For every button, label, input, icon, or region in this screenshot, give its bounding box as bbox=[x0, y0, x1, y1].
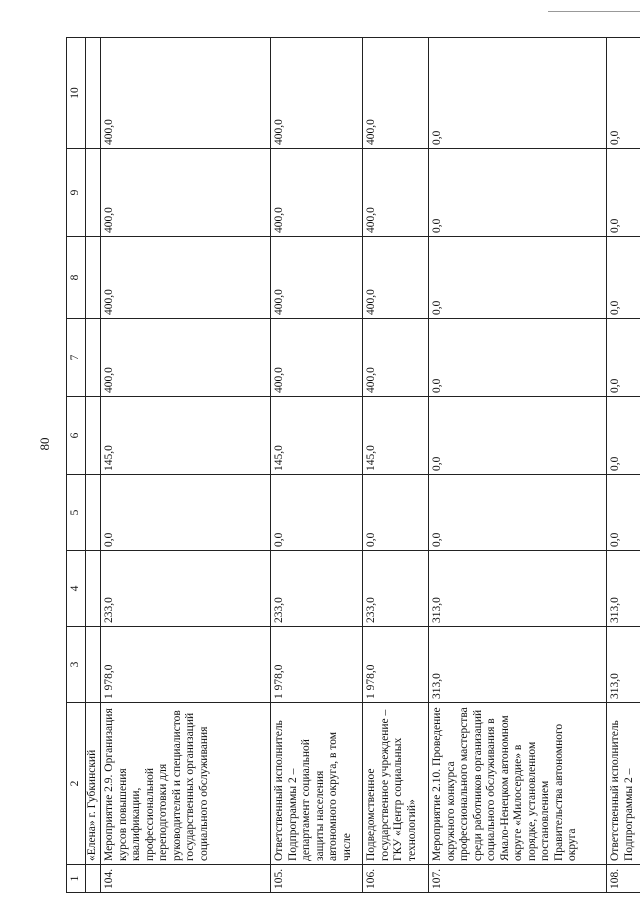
col-header: 6 bbox=[67, 397, 86, 475]
row-number: 108. bbox=[607, 865, 640, 893]
cell-col8: 0,0 bbox=[429, 237, 607, 319]
cell-col7: 0,0 bbox=[607, 319, 640, 397]
cell-col9: 400,0 bbox=[363, 149, 429, 237]
cell-col9: 400,0 bbox=[101, 149, 271, 237]
cell-col6: 0,0 bbox=[429, 397, 607, 475]
cell-col10: 0,0 bbox=[607, 38, 640, 149]
cell-col3: 313,0 bbox=[429, 627, 607, 703]
row-description: Мероприятие 2.10. Проведение окружного конкурса профессионального мастерства среди работников организаций социального обслуживания в Ямало-Ненецком автономном округе «Милосердие» в порядке, установленном постановлением Правительства автономного округа bbox=[429, 703, 607, 865]
cell-col5: 0,0 bbox=[363, 475, 429, 551]
cell-col10: 400,0 bbox=[363, 38, 429, 149]
cell-col8: 0,0 bbox=[607, 237, 640, 319]
cell-col8: 400,0 bbox=[101, 237, 271, 319]
row-number: 107. bbox=[429, 865, 607, 893]
cell-col5: 0,0 bbox=[271, 475, 363, 551]
cell-col7: 400,0 bbox=[363, 319, 429, 397]
banner-text: «Елена» г. Губкинский bbox=[86, 703, 101, 865]
col-header: 5 bbox=[67, 475, 86, 551]
cell-col3: 313,0 bbox=[607, 627, 640, 703]
table-row bbox=[271, 38, 363, 893]
budget-table-sheet bbox=[66, 38, 635, 893]
row-description: Мероприятие 2.9. Организация курсов повышения квалификации, профессиональной переподготовки для руководителей и специалистов государственных организаций социального обслуживания bbox=[101, 703, 271, 865]
cell-col5: 0,0 bbox=[607, 475, 640, 551]
column-header-row bbox=[67, 38, 86, 893]
row-number: 104. bbox=[101, 865, 271, 893]
budget-table bbox=[66, 37, 640, 893]
page-number: 80 bbox=[37, 437, 52, 451]
col-header: 1 bbox=[67, 865, 86, 893]
col-header: 3 bbox=[67, 627, 86, 703]
cell-col6: 145,0 bbox=[271, 397, 363, 475]
row-description: Ответственный исполнитель Подпрограммы 2 – департамент социальной защиты населения автономного округа, в том числе bbox=[271, 703, 363, 865]
cell-col7: 0,0 bbox=[429, 319, 607, 397]
cell-col6: 145,0 bbox=[101, 397, 271, 475]
row-number: 105. bbox=[271, 865, 363, 893]
cell-col7: 400,0 bbox=[101, 319, 271, 397]
cell-col9: 0,0 bbox=[429, 149, 607, 237]
cell-col5: 0,0 bbox=[429, 475, 607, 551]
table-row bbox=[101, 38, 271, 893]
cell-col6: 145,0 bbox=[363, 397, 429, 475]
col-header: 4 bbox=[67, 551, 86, 627]
cell-col4: 233,0 bbox=[101, 551, 271, 627]
cell-col9: 400,0 bbox=[271, 149, 363, 237]
row-description: Подведомственное государственное учреждение – ГКУ «Центр социальных технологий» bbox=[363, 703, 429, 865]
row-description: Ответственный исполнитель Подпрограммы 2 – bbox=[607, 703, 640, 865]
cell-col4: 313,0 bbox=[429, 551, 607, 627]
table-row bbox=[607, 38, 640, 893]
cell-col4: 233,0 bbox=[363, 551, 429, 627]
table-row bbox=[429, 38, 607, 893]
cell-col6: 0,0 bbox=[607, 397, 640, 475]
cell-col4: 313,0 bbox=[607, 551, 640, 627]
col-header: 2 bbox=[67, 703, 86, 865]
col-header: 9 bbox=[67, 149, 86, 237]
cell-col7: 400,0 bbox=[271, 319, 363, 397]
cell-col9: 0,0 bbox=[607, 149, 640, 237]
cell-col4: 233,0 bbox=[271, 551, 363, 627]
cell-col10: 400,0 bbox=[101, 38, 271, 149]
cell-col8: 400,0 bbox=[271, 237, 363, 319]
table-row bbox=[363, 38, 429, 893]
cell-col8: 400,0 bbox=[363, 237, 429, 319]
cell-col10: 400,0 bbox=[271, 38, 363, 149]
cell-col10: 0,0 bbox=[429, 38, 607, 149]
cell-col3: 1 978,0 bbox=[271, 627, 363, 703]
col-header: 7 bbox=[67, 319, 86, 397]
col-header: 8 bbox=[67, 237, 86, 319]
cell-col3: 1 978,0 bbox=[101, 627, 271, 703]
banner-row bbox=[86, 38, 101, 893]
row-number: 106. bbox=[363, 865, 429, 893]
col-header: 10 bbox=[67, 38, 86, 149]
cell-col5: 0,0 bbox=[101, 475, 271, 551]
cell-col3: 1 978,0 bbox=[363, 627, 429, 703]
